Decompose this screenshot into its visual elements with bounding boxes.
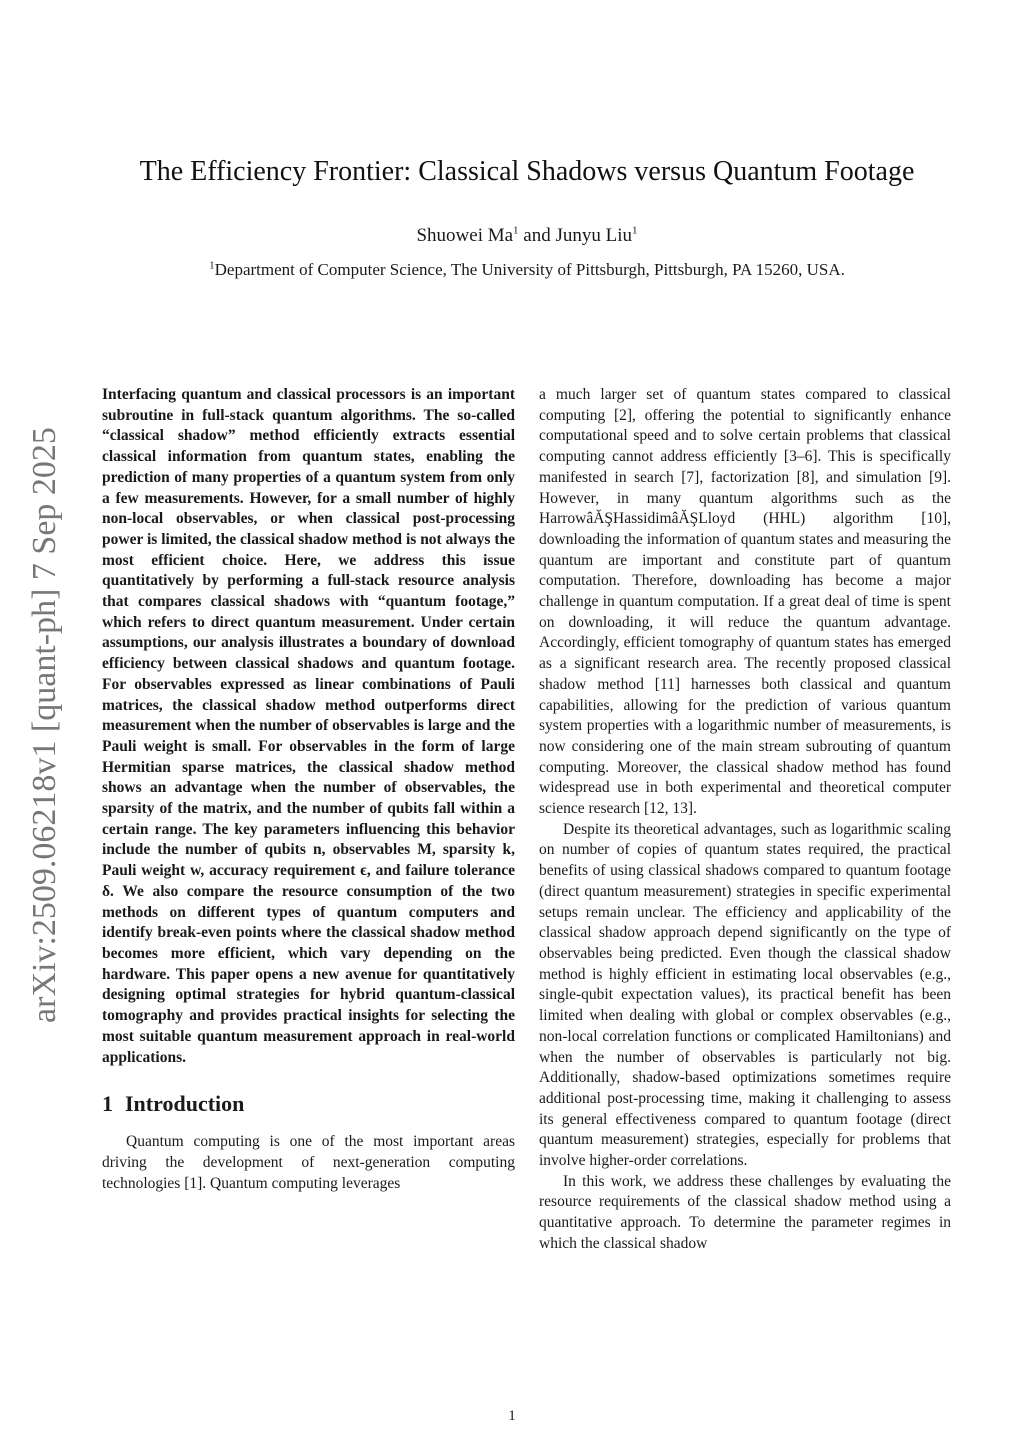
intro-paragraph: In this work, we address these challenges by evaluating the resource requirements of the classical shadow method using a quantitative approach. To determine the parameter regimes in which the classical shadow — [539, 1172, 951, 1252]
author-affil-mark: 1 — [513, 224, 519, 237]
section-heading — [102, 1090, 515, 1118]
left-column — [102, 385, 515, 1194]
section-number: 1 — [102, 1091, 113, 1117]
paper-title: The Efficiency Frontier: Classical Shadows versus Quantum Footage — [139, 156, 915, 187]
intro-paragraph: Despite its theoretical advantages, such as logarithmic scaling on number of copies of quantum states required, the practical benefits of using classical shadows compared to quantum footage (direct quantum measurement) strategies in specific experimental setups remain unclear. The efficiency and applicability of the classical shadow approach depend significantly on the type of observables being predicted. Even though the classical shadow method is highly efficient in estimating local observables (e.g., single-qubit expectation values), its practical benefit has been limited when dealing with global or complex observables (e.g., non-local correlation functions or complicated Hamiltonians) and when the number of observables is particularly not big. Additionally, shadow-based optimizations sometimes require additional post-processing time, making it challenging to assess its general effectiveness compared to quantum footage (direct quantum measurement) strategies, especially for problems that involve higher-order correlations. — [539, 820, 951, 1170]
author-conjunction: and — [518, 225, 556, 246]
affiliation — [60, 260, 994, 280]
author-line — [100, 225, 954, 247]
arxiv-sidebar — [10, 400, 80, 1050]
right-column — [539, 385, 951, 1255]
author-name: Shuowei Ma — [416, 225, 514, 246]
section-title: Introduction — [125, 1091, 245, 1117]
affiliation-text: Department of Computer Science, The University of Pittsburgh, Pittsburgh, PA 15260, USA. — [214, 260, 845, 279]
author-affil-mark: 1 — [632, 224, 638, 237]
arxiv-stamp: arXiv:2509.06218v1 [quant-ph] 7 Sep 2025 — [26, 427, 63, 1023]
page-number: 1 — [508, 1408, 516, 1424]
intro-paragraph: a much larger set of quantum states compared to classical computing [2], offering the potential to significantly enhance computational speed and to solve certain problems that classical computing cannot address efficiently [3–6]. This is specifically manifested in search [7], factorization [8], and simulation [9]. However, in many quantum algorithms such as the HarrowâĂŞHassidimâĂŞLloyd (HHL) algorithm [10], downloading the information of quantum states and measuring the quantum are important and constitute part of quantum computation. Therefore, downloading has become a major challenge in quantum computation. If a great deal of time is spent on downloading, it will reduce the quantum advantage. Accordingly, efficient tomography of quantum states has emerged as a significant research area. The recently proposed classical shadow method [11] harnesses both classical and quantum capabilities, allowing for the prediction of various quantum system properties with a logarithmic number of measurements, is now considering one of the main stream subrouting of quantum computing. Moreover, the classical shadow method has found widespread use in both experimental and theoretical computer science research [12, 13]. — [539, 386, 951, 818]
abstract: Interfacing quantum and classical processors is an important subroutine in full-stack quantum algorithms. The so-called “classical shadow” method efficiently extracts essential classical information from quantum states, enabling the prediction of many properties of a quantum system from only a few measurements. However, for a small number of highly non-local observables, or when classical post-processing power is limited, the classical shadow method is not always the most efficient choice. Here, we address this issue quantitatively by performing a full-stack resource analysis that compares classical shadows with “quantum footage,” which refers to direct quantum measurement. Under certain assumptions, our analysis illustrates a boundary of download efficiency between classical shadows and quantum footage. For observables expressed as linear combinations of Pauli matrices, the classical shadow method outperforms direct measurement when the number of observables is large and the Pauli weight is small. For observables in the form of large Hermitian sparse matrices, the classical shadow method shows an advantage when the number of observables, the sparsity of the matrix, and the number of qubits fall within a certain range. The key parameters influencing this behavior include the number of qubits n, observables M, sparsity k, Pauli weight w, accuracy requirement ϵ, and failure tolerance δ. We also compare the resource consumption of the two methods on different types of quantum computers and identify break-even points where the classical shadow method becomes more efficient, which vary depending on the hardware. This paper opens a new avenue for quantitatively designing optimal strategies for hybrid quantum-classical tomography and provides practical insights for selecting the most suitable quantum measurement approach in real-world applications. — [102, 386, 515, 1066]
intro-paragraph: Quantum computing is one of the most important areas driving the development of next-generation computing technologies [1]. Quantum computing leverages — [102, 1133, 515, 1192]
affiliation-mark: 1 — [209, 259, 215, 272]
author-name: Junyu Liu — [555, 225, 633, 246]
